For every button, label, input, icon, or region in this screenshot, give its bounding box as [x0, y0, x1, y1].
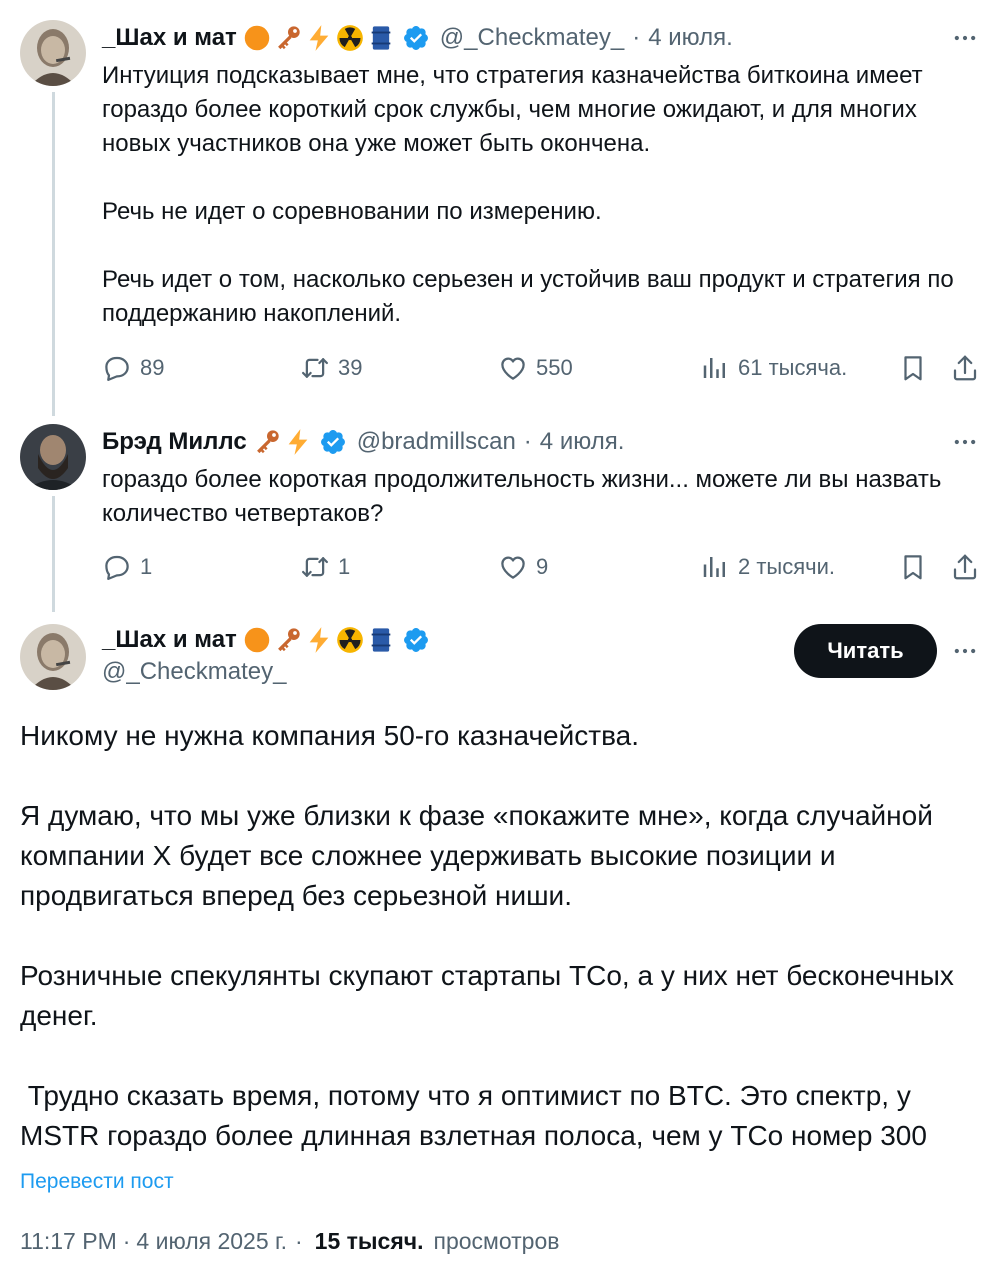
more-icon[interactable] — [950, 23, 980, 53]
reply-button[interactable] — [102, 547, 152, 587]
barrel-icon — [367, 24, 395, 52]
translate-post-link[interactable]: Перевести пост — [20, 1170, 174, 1193]
author-name[interactable]: _Шах и мат — [102, 24, 237, 51]
post-paragraph: Я думаю, что мы уже близки к фазе «покажите мне», когда случайной компании X будет все сложнее удерживать высокие позиции и продвигаться вперед без серьезной ниши. — [20, 800, 933, 911]
tweet-date[interactable]: 4 июля. — [539, 428, 625, 455]
radioactive-icon — [336, 24, 364, 52]
bookmark-icon — [898, 552, 928, 582]
bookmark-button[interactable] — [898, 547, 928, 587]
orange-circle-icon — [243, 626, 271, 654]
tweet-actions — [102, 348, 982, 388]
follow-button[interactable]: Читать — [794, 624, 937, 678]
reply-button[interactable] — [102, 348, 164, 388]
key-icon — [253, 428, 281, 456]
lightning-icon — [284, 428, 312, 456]
tweet-paragraph: Интуиция подсказывает мне, что стратегия казначейства биткоина имеет гораздо более короткий срок службы, чем многие ожидают, и для многих новых участников она уже может быть окончена. — [102, 62, 923, 157]
author-handle[interactable]: @bradmillscan — [356, 428, 516, 455]
repost-icon — [300, 552, 330, 582]
lightning-icon — [305, 24, 333, 52]
like-count: 9 — [536, 554, 549, 579]
reply-count: 89 — [140, 355, 165, 380]
views-button[interactable] — [700, 547, 835, 587]
author-name[interactable]: _Шах и мат — [102, 626, 237, 653]
tweet-paragraph: гораздо более короткая продолжительность жизни... можете ли вы назвать количество четвертаков? — [102, 466, 942, 527]
post-paragraph: Трудно сказать время, потому что я оптимист по BTC. Это спектр, у MSTR гораздо более длинная взлетная полоса, чем у TCo номер 300 — [20, 1080, 927, 1151]
repost-button[interactable] — [300, 348, 362, 388]
thread-connector — [52, 496, 55, 612]
post-paragraph: Розничные спекулянты скупают стартапы TCo, а у них нет бесконечных денег. — [20, 960, 954, 1031]
verified-badge-icon — [402, 24, 430, 52]
tweet-header — [102, 20, 733, 56]
more-icon[interactable] — [950, 636, 980, 666]
tweet-paragraph: Речь не идет о соревновании по измерению. — [102, 198, 602, 225]
views-count: 2 тысячи. — [738, 554, 836, 579]
avatar[interactable] — [20, 424, 86, 490]
separator: · — [632, 24, 641, 51]
verified-badge-icon — [402, 626, 430, 654]
key-icon — [274, 626, 302, 654]
separator: · — [523, 428, 532, 455]
post-time[interactable]: 11:17 PM — [20, 1228, 117, 1254]
repost-button[interactable] — [300, 547, 350, 587]
tweet-header — [102, 424, 624, 460]
tweet-paragraph: Речь идет о том, насколько серьезен и устойчив ваш продукт и стратегия по поддержанию накоплений. — [102, 266, 954, 327]
heart-icon — [498, 353, 528, 383]
reply-icon — [102, 353, 132, 383]
orange-circle-icon — [243, 24, 271, 52]
main-post-text — [20, 716, 985, 1156]
share-icon — [950, 353, 980, 383]
repost-count: 39 — [338, 355, 363, 380]
author-handle[interactable]: @_Checkmatey_ — [102, 658, 287, 685]
views-label: просмотров — [433, 1228, 560, 1254]
main-post-header — [102, 622, 440, 658]
barrel-icon — [367, 626, 395, 654]
like-button[interactable] — [498, 348, 573, 388]
post-meta — [20, 1228, 560, 1255]
share-button[interactable] — [950, 348, 980, 388]
like-count: 550 — [536, 355, 573, 380]
more-icon[interactable] — [950, 427, 980, 457]
key-icon — [274, 24, 302, 52]
author-handle[interactable]: @_Checkmatey_ — [439, 24, 625, 51]
avatar[interactable] — [20, 624, 86, 690]
separator: · — [295, 1228, 303, 1254]
views-count: 61 тысяча. — [738, 355, 848, 380]
heart-icon — [498, 552, 528, 582]
share-button[interactable] — [950, 547, 980, 587]
radioactive-icon — [336, 626, 364, 654]
bookmark-button[interactable] — [898, 348, 928, 388]
avatar[interactable] — [20, 20, 86, 86]
post-date[interactable]: 4 июля 2025 г. — [136, 1228, 287, 1254]
lightning-icon — [305, 626, 333, 654]
verified-badge-icon — [319, 428, 347, 456]
repost-icon — [300, 353, 330, 383]
separator: · — [122, 1228, 131, 1254]
tweet-actions — [102, 547, 982, 587]
views-count[interactable]: 15 тысяч. — [314, 1228, 424, 1254]
repost-count: 1 — [338, 554, 351, 579]
share-icon — [950, 552, 980, 582]
post-paragraph: Никому не нужна компания 50-го казначейства. — [20, 720, 639, 751]
thread-connector — [52, 92, 55, 416]
reply-icon — [102, 552, 132, 582]
tweet-date[interactable]: 4 июля. — [648, 24, 733, 51]
views-icon — [700, 552, 730, 582]
views-button[interactable] — [700, 348, 847, 388]
author-name[interactable]: Брэд Миллс — [102, 428, 247, 455]
tweet-text — [102, 59, 962, 331]
views-icon — [700, 353, 730, 383]
tweet-text — [102, 463, 962, 531]
reply-count: 1 — [140, 554, 153, 579]
bookmark-icon — [898, 353, 928, 383]
like-button[interactable] — [498, 547, 548, 587]
